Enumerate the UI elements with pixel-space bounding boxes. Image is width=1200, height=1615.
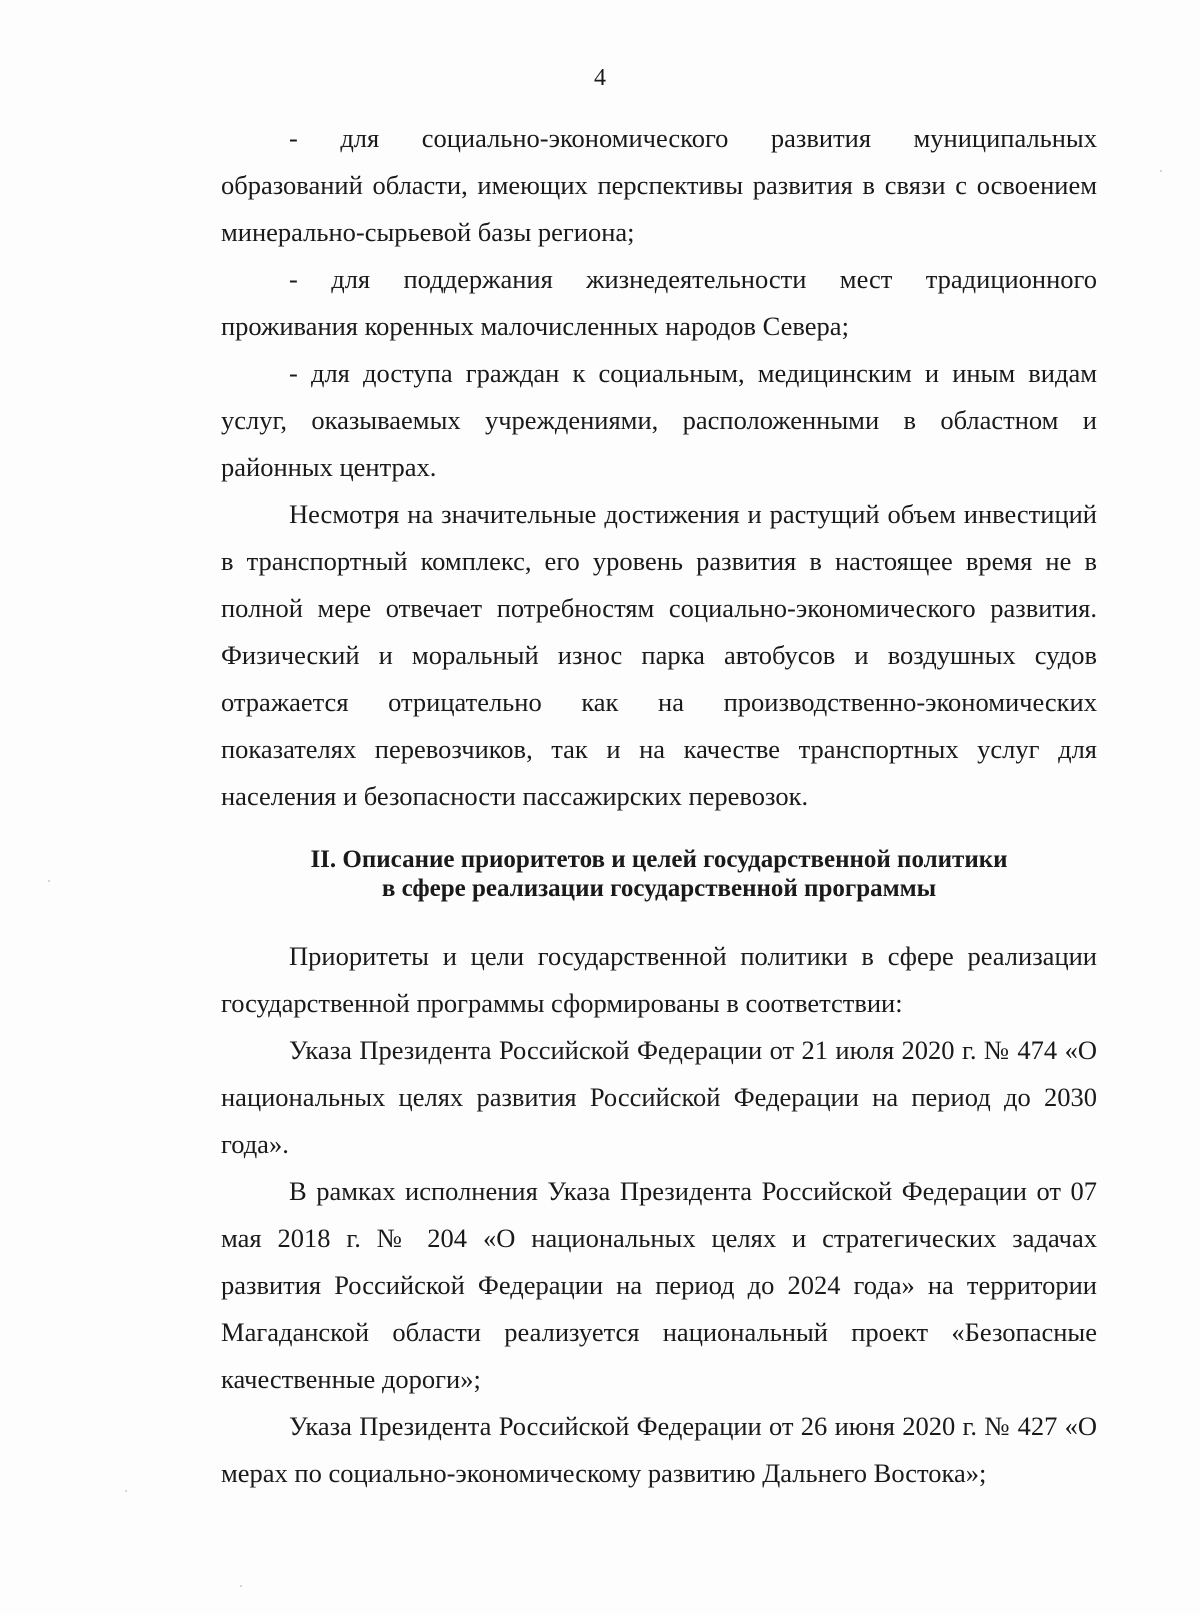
- scan-artifact: [125, 1490, 127, 1492]
- page-number: 4: [594, 65, 606, 91]
- paragraph-decree-427: Указа Президента Российской Федерации от 26 июня 2020 г. № 427 «О мерах по социально-экономическому развитию Дальнего Востока»;: [221, 1411, 1097, 1488]
- paragraph-indigenous-peoples: - для поддержания жизнедеятельности мест традиционного проживания коренных малочисленных народов Севера;: [221, 264, 1097, 341]
- scan-artifact: [240, 1585, 242, 1587]
- paragraph-priorities-intro: Приоритеты и цели государственной политики в сфере реализации государственной программы сформированы в соответствии:: [221, 941, 1097, 1018]
- paragraph-decree-474: Указа Президента Российской Федерации от 21 июля 2020 г. № 474 «О национальных целях развития Российской Федерации на период до 2030 года».: [221, 1035, 1097, 1159]
- paragraph-access-services: - для доступа граждан к социальным, медицинским и иным видам услуг, оказываемых учреждениями, расположенными в областном и районных центрах.: [221, 358, 1097, 482]
- document-body: [221, 115, 1097, 1497]
- section-heading-line2: в сфере реализации государственной программы: [381, 875, 937, 902]
- paragraph-transport-condition: Несмотря на значительные достижения и растущий объем инвестиций в транспортный комплекс, его уровень развития в настоящее время не в полной мере отвечает потребностям социально-экономического развития. Физический и моральный износ парка автобусов и воздушных судов отражается отрицательно как на производственно-экономических показателях перевозчиков, так и на качестве транспортных услуг для населения и безопасности пассажирских перевозок.: [221, 499, 1097, 811]
- scan-artifact: [48, 880, 50, 882]
- scan-artifact: [1160, 170, 1162, 172]
- paragraph-decree-204: В рамках исполнения Указа Президента Российской Федерации от 07 мая 2018 г. № 204 «О национальных целях и стратегических задачах развития Российской Федерации на период до 2024 года» на территории Магаданской области реализуется национальный проект «Безопасные качественные дороги»;: [221, 1176, 1097, 1394]
- section-heading: [221, 845, 1097, 903]
- section-heading-line1: II. Описание приоритетов и целей государственной политики: [310, 846, 1008, 873]
- paragraph-mineral-resources: - для социально-экономического развития муниципальных образований области, имеющих перспективы развития в связи с освоением минерально-сырьевой базы региона;: [221, 123, 1097, 247]
